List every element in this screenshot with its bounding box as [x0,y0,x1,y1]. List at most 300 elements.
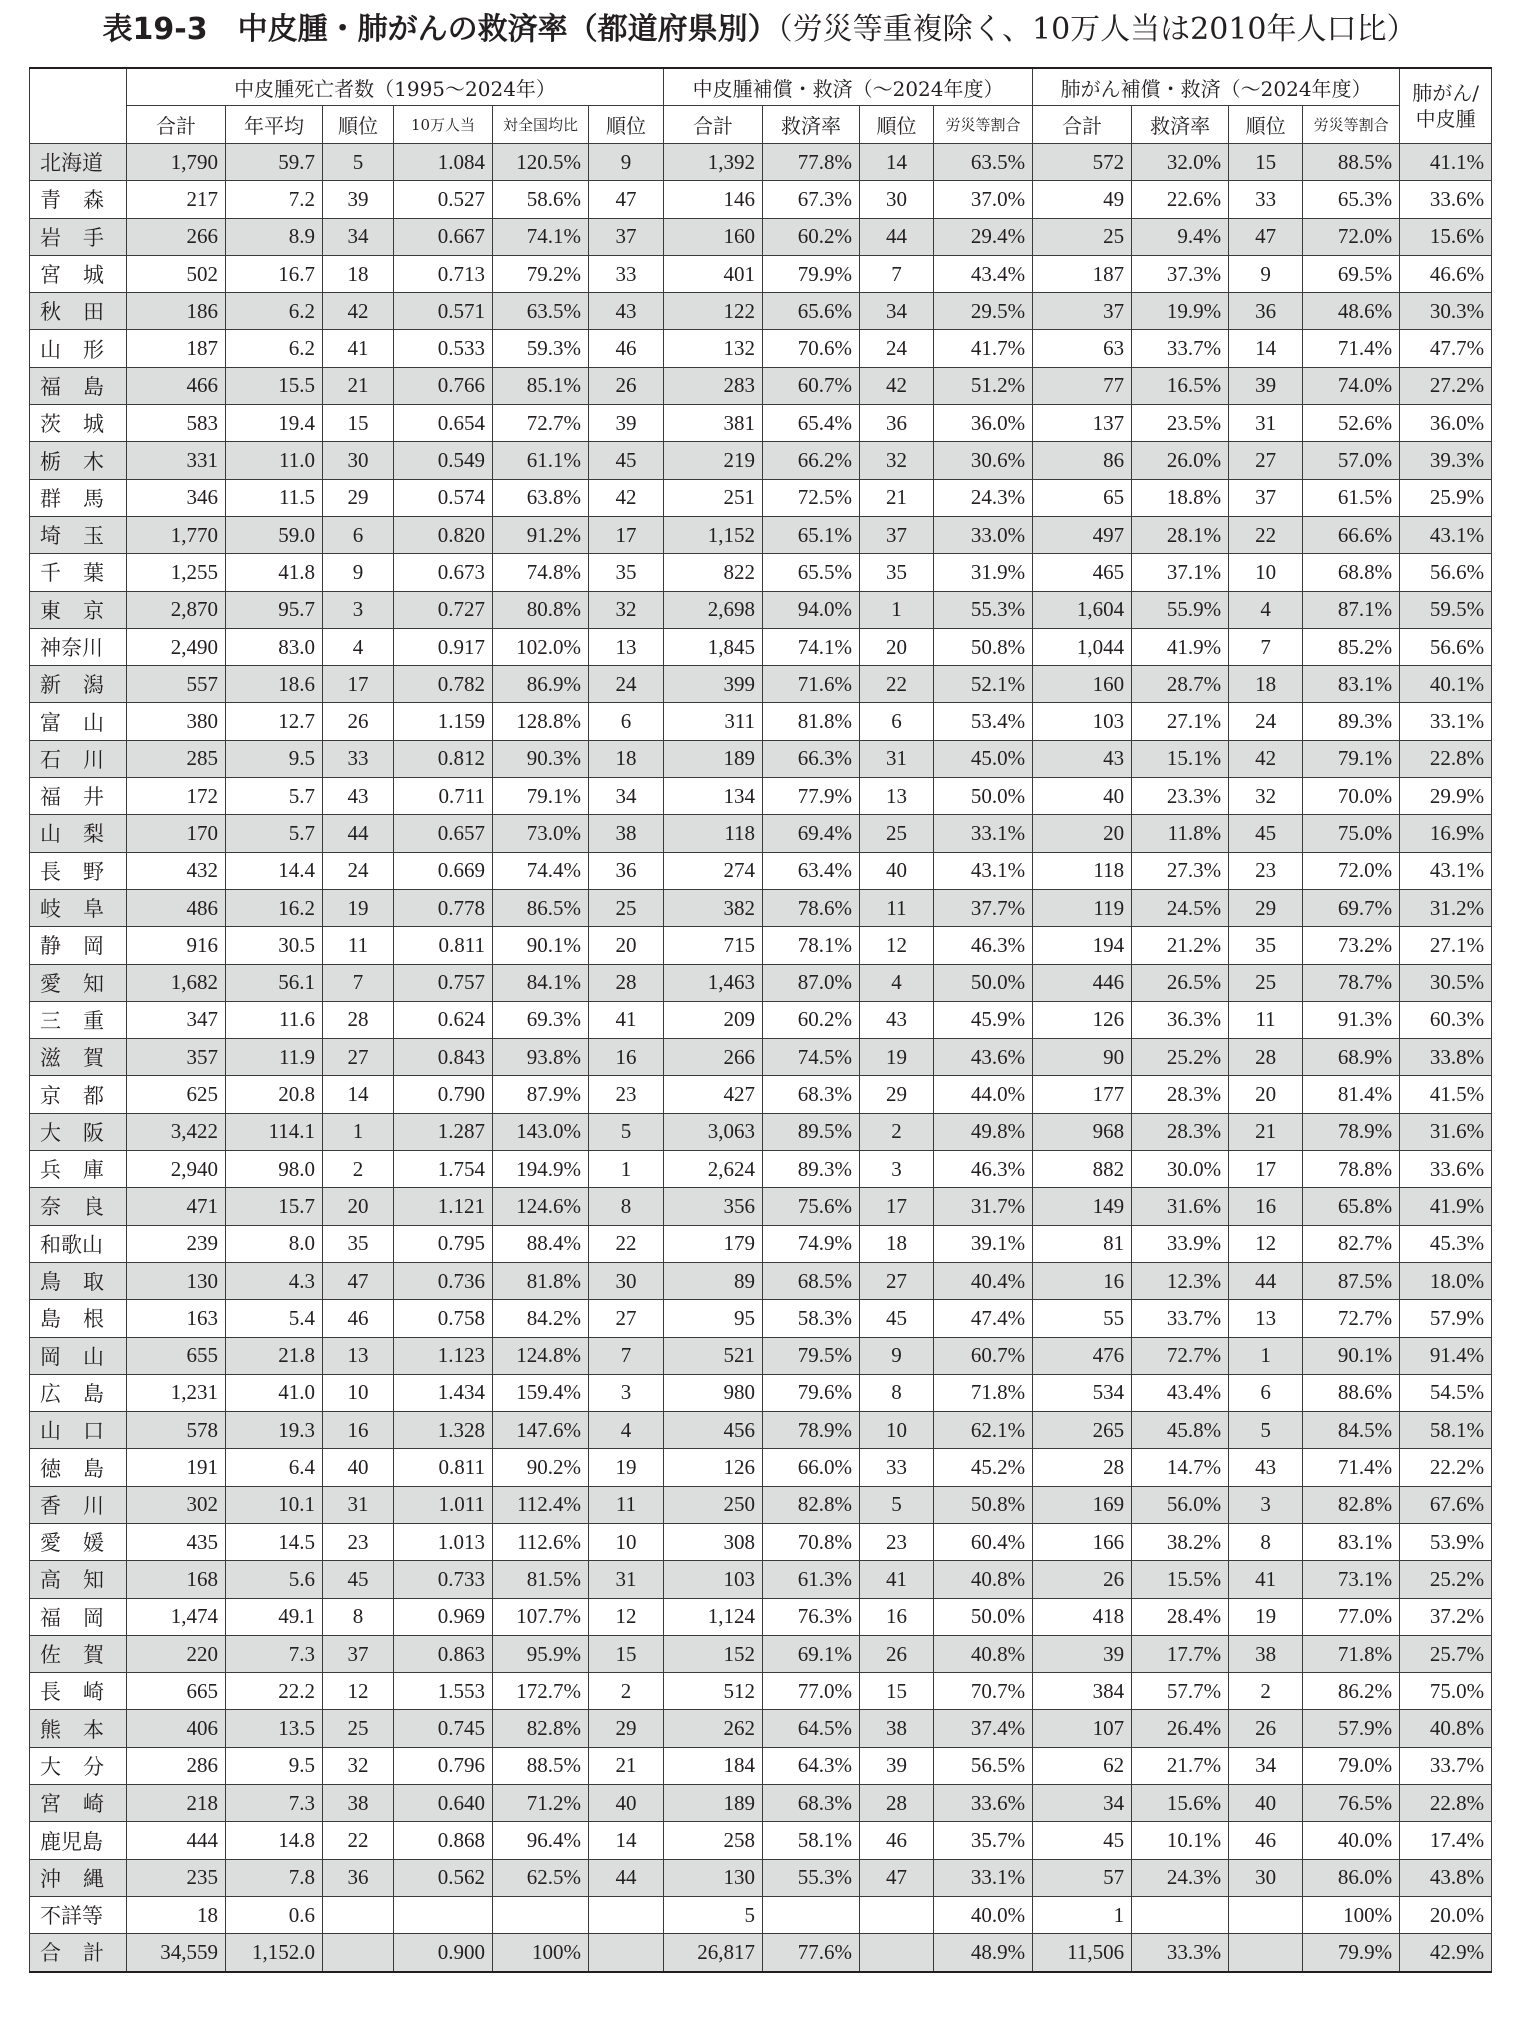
cell: 38 [1229,1635,1303,1672]
cell: 28 [323,1001,394,1038]
table-row [30,1934,1492,1972]
cell: 149 [1033,1188,1132,1225]
cell: 1.121 [394,1188,493,1225]
cell: 28 [1033,1449,1132,1486]
cell: 980 [664,1374,763,1411]
cell: 82.7% [1303,1225,1400,1262]
prefecture-name: 岐阜 [30,889,127,926]
cell: 20.8 [226,1076,323,1113]
cell: 0.900 [394,1934,493,1972]
cell: 0.711 [394,778,493,815]
cell: 6 [323,516,394,553]
cell: 16 [1229,1188,1303,1225]
cell: 41 [589,1001,664,1038]
cell: 41.0 [226,1374,323,1411]
cell: 21 [1229,1113,1303,1150]
cell: 15.6% [1132,1785,1229,1822]
cell: 40 [1033,778,1132,815]
cell: 48.9% [934,1934,1033,1972]
cell: 79.5% [763,1337,860,1374]
cell: 34 [589,778,664,815]
cell: 47.4% [934,1300,1033,1337]
cell: 50.8% [934,1486,1033,1523]
cell: 168 [127,1561,226,1598]
cell: 471 [127,1188,226,1225]
cell: 33.1% [934,815,1033,852]
cell: 59.5% [1400,591,1492,628]
prefecture-name: 北海道 [30,144,127,181]
cell: 72.7% [1132,1337,1229,1374]
cell: 79.9% [1303,1934,1400,1972]
cell: 47 [860,1859,934,1896]
cell: 3 [1229,1486,1303,1523]
cell: 43.1% [1400,852,1492,889]
cell: 31 [860,740,934,777]
prefecture-name: 熊本 [30,1710,127,1747]
cell: 78.8% [1303,1151,1400,1188]
cell: 70.7% [934,1673,1033,1710]
cell: 44 [1229,1262,1303,1299]
cell: 57.9% [1303,1710,1400,1747]
cell: 512 [664,1673,763,1710]
cell: 8 [860,1374,934,1411]
cell: 1,682 [127,964,226,1001]
header-group-mesothelioma-relief: 中皮腫補償・救済（～2024年度） [664,68,1033,106]
cell: 0.727 [394,591,493,628]
cell: 14 [589,1822,664,1859]
cell: 21 [589,1747,664,1784]
column-header: 合計 [1033,106,1132,144]
cell: 41.9% [1132,628,1229,665]
table-row [30,405,1492,442]
table-row [30,1561,1492,1598]
cell: 60.3% [1400,1001,1492,1038]
cell: 12 [323,1673,394,1710]
cell: 70.0% [1303,778,1400,815]
cell: 16 [860,1598,934,1635]
cell: 82.8% [763,1486,860,1523]
cell: 43.8% [1400,1859,1492,1896]
cell: 72.5% [763,479,860,516]
cell: 83.0 [226,628,323,665]
cell: 15.7 [226,1188,323,1225]
cell: 19 [589,1449,664,1486]
cell: 380 [127,703,226,740]
cell: 90.2% [493,1449,589,1486]
cell: 166 [1033,1523,1132,1560]
cell: 0.778 [394,889,493,926]
cell: 21.8 [226,1337,323,1374]
cell: 11 [860,889,934,926]
column-header: 労災等割合 [1303,106,1400,144]
cell: 51.2% [934,367,1033,404]
cell: 4 [589,1412,664,1449]
cell: 557 [127,666,226,703]
cell: 7.2 [226,181,323,218]
cell: 33.7% [1132,1300,1229,1337]
cell: 26 [860,1635,934,1672]
column-header: 労災等割合 [934,106,1033,144]
cell: 78.9% [1303,1113,1400,1150]
cell: 15 [860,1673,934,1710]
cell: 33.0% [934,516,1033,553]
cell: 9.5 [226,1747,323,1784]
cell: 31.2% [1400,889,1492,926]
cell: 25 [323,1710,394,1747]
cell: 132 [664,330,763,367]
cell: 2 [323,1151,394,1188]
cell: 69.7% [1303,889,1400,926]
cell: 1.013 [394,1523,493,1560]
cell: 63.4% [763,852,860,889]
cell: 16.5% [1132,367,1229,404]
cell: 486 [127,889,226,926]
cell [493,1896,589,1933]
cell: 7.8 [226,1859,323,1896]
cell: 7 [323,964,394,1001]
cell: 79.1% [493,778,589,815]
cell: 120.5% [493,144,589,181]
cell: 58.1% [1400,1412,1492,1449]
cell: 45.3% [1400,1225,1492,1262]
cell: 1,255 [127,554,226,591]
cell: 968 [1033,1113,1132,1150]
cell: 66.3% [763,740,860,777]
cell: 57.0% [1303,442,1400,479]
cell: 220 [127,1635,226,1672]
cell: 46.3% [934,927,1033,964]
prefecture-name: 福井 [30,778,127,815]
cell: 37 [860,516,934,553]
cell: 26 [323,703,394,740]
prefecture-name: 大分 [30,1747,127,1784]
cell: 435 [127,1523,226,1560]
cell: 59.7 [226,144,323,181]
cell: 406 [127,1710,226,1747]
cell: 35 [323,1225,394,1262]
cell [323,1934,394,1972]
cell: 42 [589,479,664,516]
table-row [30,1262,1492,1299]
cell: 38.2% [1132,1523,1229,1560]
cell: 50.0% [934,964,1033,1001]
cell [323,1896,394,1933]
cell: 625 [127,1076,226,1113]
cell: 9 [860,1337,934,1374]
table-row [30,703,1492,740]
cell: 0.669 [394,852,493,889]
table-row [30,367,1492,404]
table-row [30,1076,1492,1113]
cell: 22.6% [1132,181,1229,218]
table-row [30,1673,1492,1710]
cell: 66.6% [1303,516,1400,553]
cell: 56.0% [1132,1486,1229,1523]
cell: 1,124 [664,1598,763,1635]
cell: 497 [1033,516,1132,553]
cell: 41.7% [934,330,1033,367]
table-row [30,479,1492,516]
prefecture-name: 秋田 [30,293,127,330]
cell: 401 [664,255,763,292]
cell: 69.4% [763,815,860,852]
cell: 60.7% [763,367,860,404]
cell: 189 [664,740,763,777]
cell: 357 [127,1039,226,1076]
cell: 187 [127,330,226,367]
cell: 31 [589,1561,664,1598]
cell: 33.7% [1400,1747,1492,1784]
cell: 77.6% [763,1934,860,1972]
cell: 58.1% [763,1822,860,1859]
cell: 8 [323,1598,394,1635]
cell: 107.7% [493,1598,589,1635]
prefecture-name: 栃木 [30,442,127,479]
cell: 41 [860,1561,934,1598]
cell: 14 [1229,330,1303,367]
cell: 95 [664,1300,763,1337]
cell: 15.1% [1132,740,1229,777]
cell: 26,817 [664,1934,763,1972]
cell: 85.2% [1303,628,1400,665]
cell: 26 [589,367,664,404]
cell: 19 [860,1039,934,1076]
cell: 34,559 [127,1934,226,1972]
cell: 73.0% [493,815,589,852]
cell: 179 [664,1225,763,1262]
cell: 34 [1229,1747,1303,1784]
table-title-main: 表19-3 中皮腫・肺がんの救済率（都道府県別） [102,12,778,47]
cell: 4 [860,964,934,1001]
cell: 33.7% [1132,330,1229,367]
cell: 72.0% [1303,218,1400,255]
cell: 37.3% [1132,255,1229,292]
cell: 40 [860,852,934,889]
cell: 87.5% [1303,1262,1400,1299]
prefecture-name: 新潟 [30,666,127,703]
cell: 0.713 [394,255,493,292]
cell: 81.5% [493,1561,589,1598]
cell: 36 [860,405,934,442]
cell: 382 [664,889,763,926]
cell: 33.1% [934,1859,1033,1896]
cell: 311 [664,703,763,740]
cell: 83.1% [1303,1523,1400,1560]
cell: 33.9% [1132,1225,1229,1262]
cell: 43 [589,293,664,330]
prefecture-name: 高知 [30,1561,127,1598]
cell: 34 [1033,1785,1132,1822]
cell: 68.3% [763,1076,860,1113]
cell: 91.2% [493,516,589,553]
cell: 47 [323,1262,394,1299]
cell: 28 [1229,1039,1303,1076]
prefecture-name: 宮城 [30,255,127,292]
cell: 5 [664,1896,763,1933]
prefecture-name: 兵庫 [30,1151,127,1188]
cell: 22.8% [1400,1785,1492,1822]
cell: 102.0% [493,628,589,665]
cell: 432 [127,852,226,889]
cell: 11 [1229,1001,1303,1038]
cell: 30.0% [1132,1151,1229,1188]
cell [860,1934,934,1972]
cell: 30.5% [1400,964,1492,1001]
table-row [30,1151,1492,1188]
cell: 0.758 [394,1300,493,1337]
table-row [30,927,1492,964]
table-row [30,1523,1492,1560]
cell: 91.4% [1400,1337,1492,1374]
prefecture-name: 石川 [30,740,127,777]
cell: 45 [1229,815,1303,852]
cell: 12 [860,927,934,964]
cell: 219 [664,442,763,479]
cell: 286 [127,1747,226,1784]
cell: 48.6% [1303,293,1400,330]
cell: 27 [323,1039,394,1076]
cell: 12 [589,1598,664,1635]
column-header: 対全国均比 [493,106,589,144]
cell: 124.6% [493,1188,589,1225]
cell: 37.1% [1132,554,1229,591]
cell: 18 [589,740,664,777]
cell: 5 [589,1113,664,1150]
cell: 1,152 [664,516,763,553]
cell: 63.5% [934,144,1033,181]
cell: 1,474 [127,1598,226,1635]
cell: 29.5% [934,293,1033,330]
cell: 93.8% [493,1039,589,1076]
table-row [30,293,1492,330]
cell: 55.9% [1132,591,1229,628]
cell: 29 [589,1710,664,1747]
cell: 882 [1033,1151,1132,1188]
table-row [30,1822,1492,1859]
prefecture-name: 佐賀 [30,1635,127,1672]
cell: 60.2% [763,1001,860,1038]
table-row [30,1001,1492,1038]
cell: 283 [664,367,763,404]
prefecture-name: 和歌山 [30,1225,127,1262]
prefecture-name: 岩手 [30,218,127,255]
cell: 16.9% [1400,815,1492,852]
column-header: 救済率 [763,106,860,144]
cell: 70.8% [763,1523,860,1560]
cell: 0.863 [394,1635,493,1672]
cell: 10 [860,1412,934,1449]
cell: 40 [589,1785,664,1822]
cell: 57 [1033,1859,1132,1896]
cell: 21 [323,367,394,404]
table-row [30,852,1492,889]
cell: 29 [860,1076,934,1113]
cell: 56.6% [1400,628,1492,665]
cell: 2,698 [664,591,763,628]
cell: 30.5 [226,927,323,964]
cell: 112.6% [493,1523,589,1560]
cell: 96.4% [493,1822,589,1859]
cell: 6.2 [226,330,323,367]
prefecture-name: 長崎 [30,1673,127,1710]
cell: 235 [127,1859,226,1896]
cell: 0.733 [394,1561,493,1598]
cell: 29 [1229,889,1303,926]
cell: 77.8% [763,144,860,181]
cell: 146 [664,181,763,218]
cell: 26.4% [1132,1710,1229,1747]
header-group-mesothelioma-deaths: 中皮腫死亡者数（1995～2024年） [127,68,664,106]
cell: 0.6 [226,1896,323,1933]
cell: 5.4 [226,1300,323,1337]
cell: 45 [589,442,664,479]
cell: 28.4% [1132,1598,1229,1635]
cell: 43.1% [1400,516,1492,553]
cell: 38 [323,1785,394,1822]
cell: 14.4 [226,852,323,889]
cell: 33.6% [1400,1151,1492,1188]
cell: 250 [664,1486,763,1523]
cell: 65.1% [763,516,860,553]
cell: 37 [589,218,664,255]
cell: 22.2 [226,1673,323,1710]
cell [763,1896,860,1933]
cell: 3 [323,591,394,628]
cell: 37 [1033,293,1132,330]
cell: 7 [1229,628,1303,665]
cell: 36.0% [934,405,1033,442]
cell: 78.1% [763,927,860,964]
cell: 40 [1229,1785,1303,1822]
cell: 40.0% [934,1896,1033,1933]
cell: 79.6% [763,1374,860,1411]
cell [1229,1934,1303,1972]
cell: 39 [1229,367,1303,404]
table-row [30,1747,1492,1784]
cell: 31.6% [1400,1113,1492,1150]
cell: 17.7% [1132,1635,1229,1672]
cell: 1,604 [1033,591,1132,628]
prefecture-name: 愛媛 [30,1523,127,1560]
cell: 43.1% [934,852,1033,889]
cell: 172 [127,778,226,815]
cell: 37.0% [934,181,1033,218]
cell: 77.0% [763,1673,860,1710]
cell: 1,231 [127,1374,226,1411]
cell: 75.0% [1400,1673,1492,1710]
cell: 1 [1229,1337,1303,1374]
cell: 1,845 [664,628,763,665]
prefecture-name: 山口 [30,1412,127,1449]
cell: 0.811 [394,927,493,964]
cell: 86.2% [1303,1673,1400,1710]
cell: 78.9% [763,1412,860,1449]
cell: 65.8% [1303,1188,1400,1225]
cell: 36 [323,1859,394,1896]
cell: 55.3% [934,591,1033,628]
cell: 77 [1033,367,1132,404]
cell: 33 [323,740,394,777]
cell: 23 [323,1523,394,1560]
cell: 71.8% [934,1374,1033,1411]
cell: 0.667 [394,218,493,255]
table-row [30,1225,1492,1262]
cell: 71.4% [1303,330,1400,367]
cell: 172.7% [493,1673,589,1710]
cell: 118 [1033,852,1132,889]
cell: 14 [860,144,934,181]
cell: 19.4 [226,405,323,442]
